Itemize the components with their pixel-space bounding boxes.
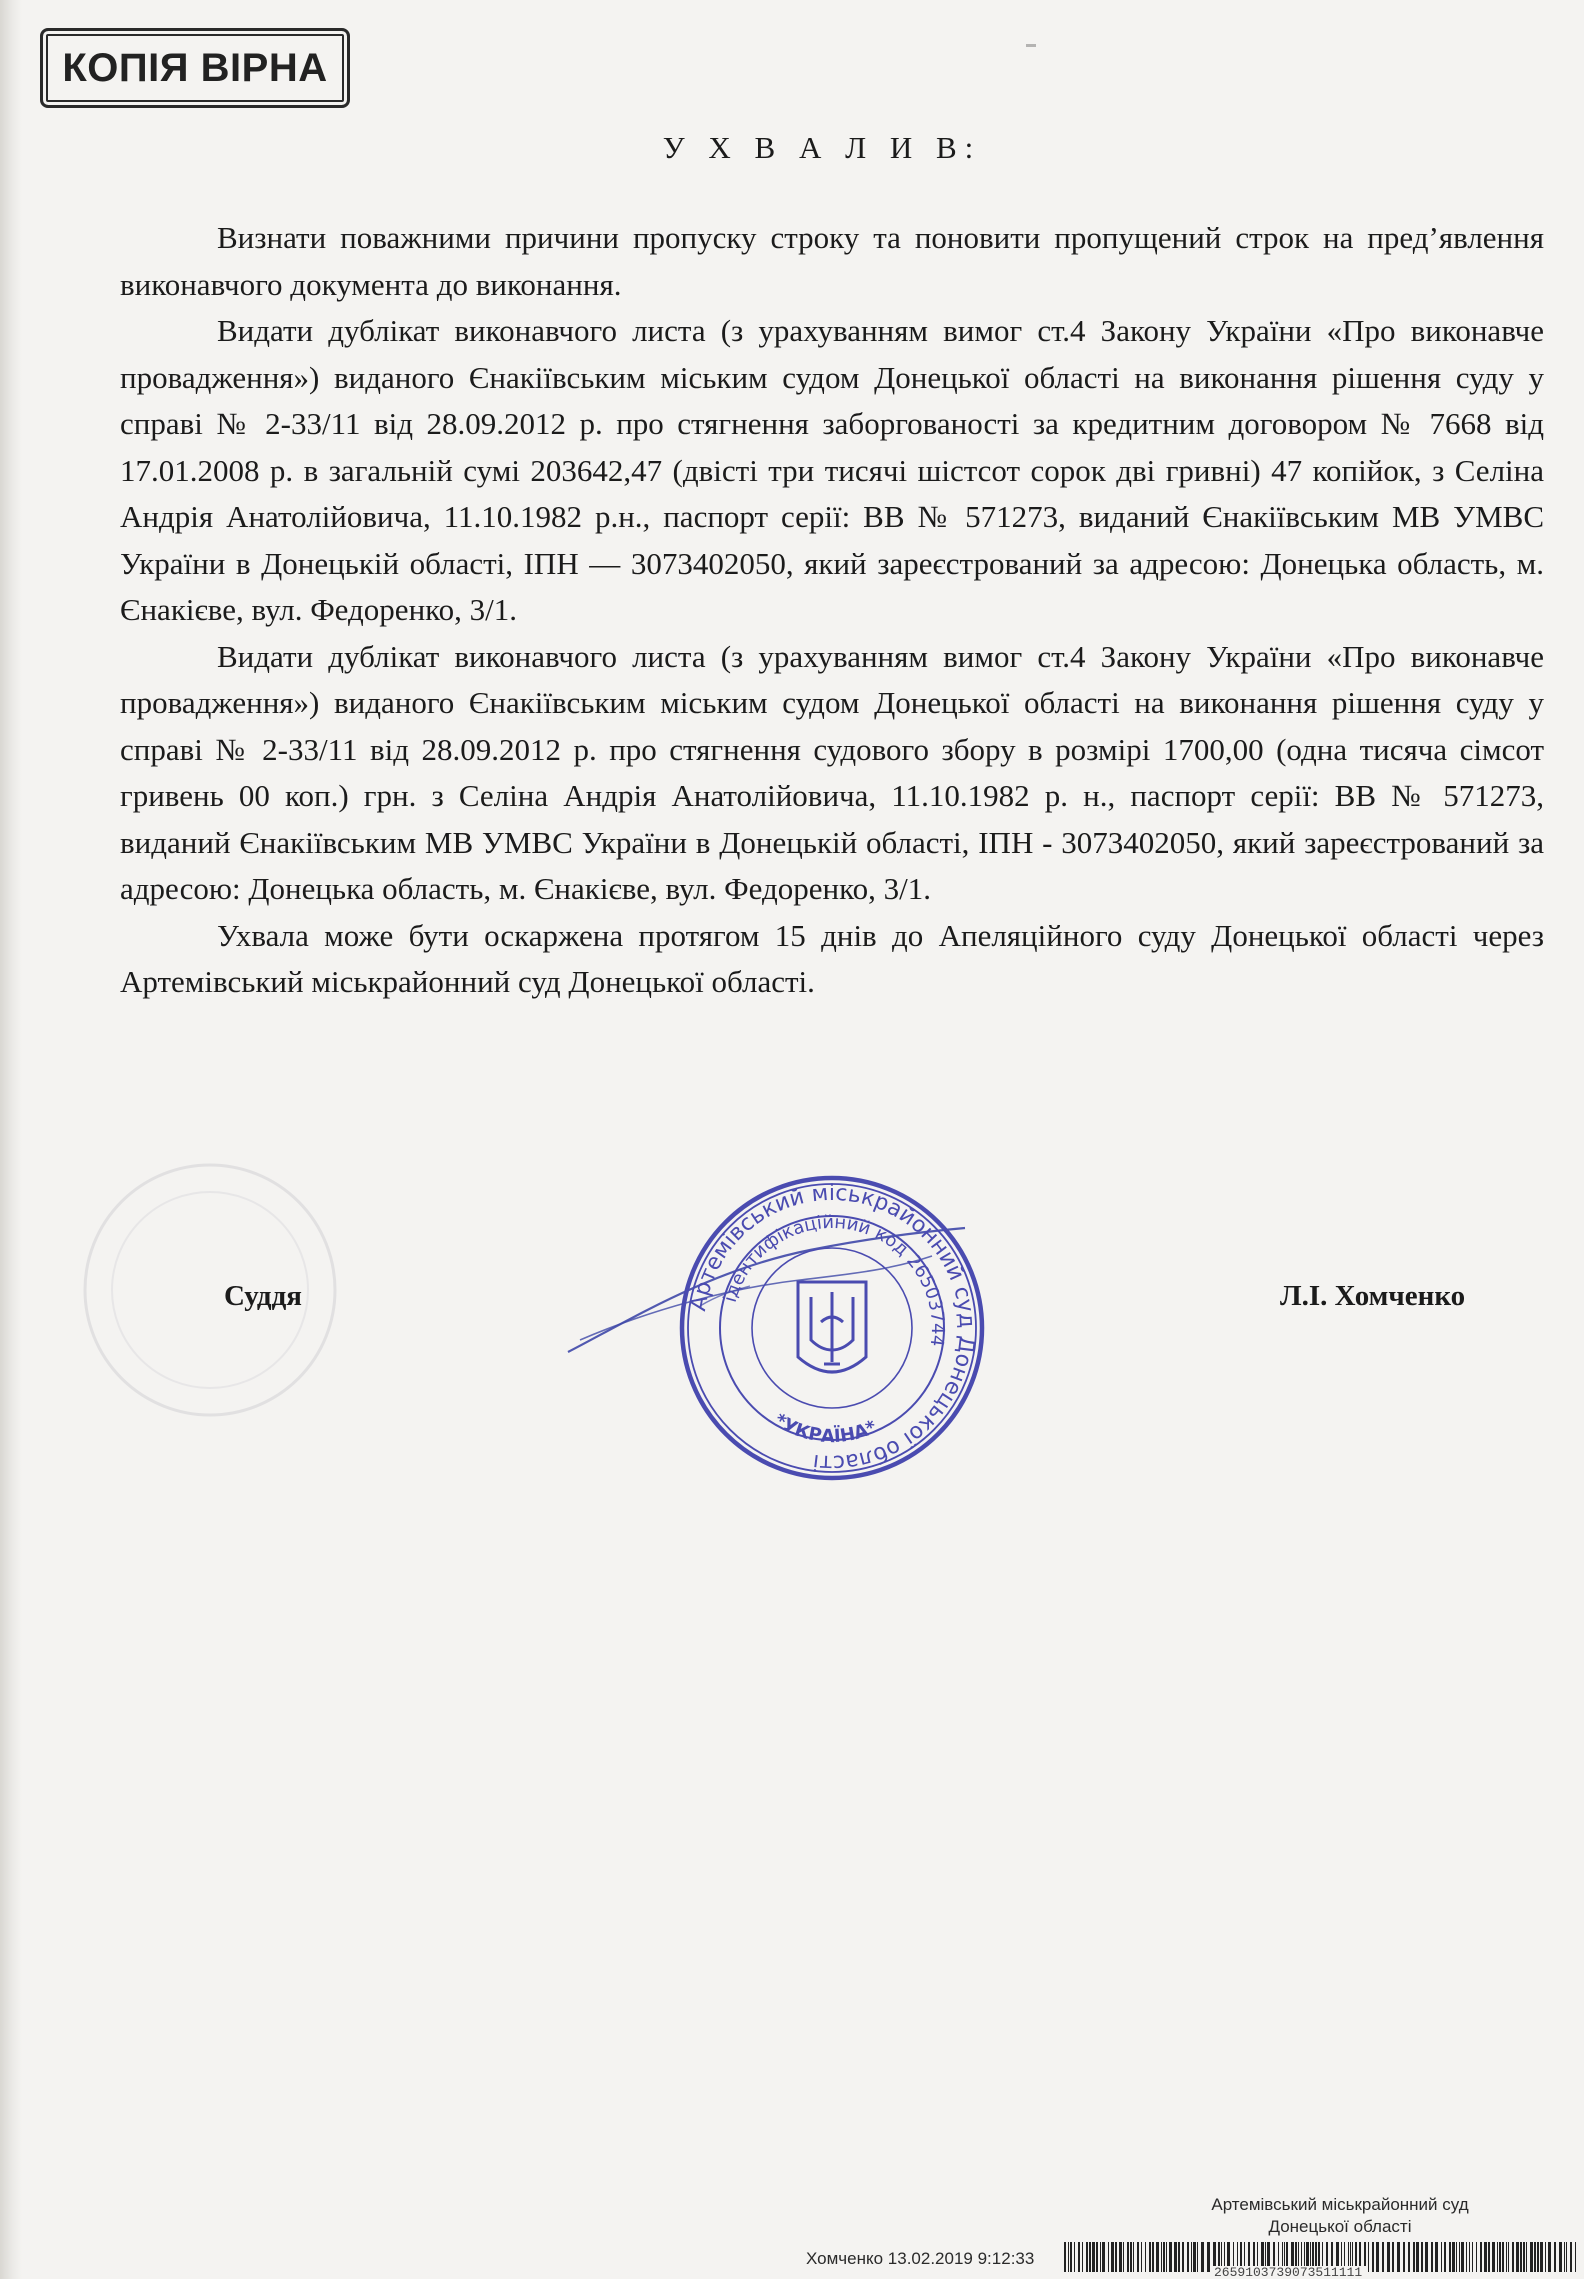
barcode-bar [1441,2242,1442,2272]
barcode-bar [1526,2242,1527,2272]
barcode-bar [1512,2242,1514,2272]
barcode-bar [1130,2242,1132,2272]
barcode-bar [1459,2242,1460,2272]
barcode-bar [1108,2242,1109,2272]
barcode-digits: 2659103739073511111 [1210,2266,1366,2278]
barcode-bar [1163,2242,1165,2272]
barcode-bar [1064,2242,1066,2272]
barcode-bar [1484,2242,1487,2272]
barcode-bar [1137,2242,1139,2272]
ghost-seal-imprint [70,1150,350,1430]
barcode-bar [1123,2242,1124,2272]
barcode-bar [1115,2242,1117,2272]
footer-court-name [1100,2194,1580,2238]
barcode-bar [1559,2242,1562,2272]
barcode-bar [1488,2242,1490,2272]
copy-certified-stamp: КОПІЯ ВІРНА [40,28,350,108]
barcode-bar [1089,2242,1091,2272]
barcode-bar [1082,2242,1083,2272]
barcode-bar [1119,2242,1122,2272]
barcode-bar [1111,2242,1114,2272]
scan-mark [1026,44,1036,47]
barcode-bar [1133,2242,1134,2272]
barcode-bar [1435,2242,1438,2272]
barcode-bar [1166,2242,1167,2272]
barcode-bar [1575,2242,1576,2272]
barcode-bar [1074,2242,1075,2272]
barcode-bar [1564,2242,1565,2272]
barcode-bar [1548,2242,1551,2272]
paragraph-duplicate-court-fee: Видати дублікат виконавчого листа (з урахуванням вимог ст.4 Закону України «Про виконавче провадження») виданого Єнакіївським міським судом Донецької області на виконання рішення суду у справі № 2-33/11 від 28.09.2012 р. про стягнення судового збору в розмірі 1700,00 (одна тисяча сімсот гривень 00 коп.) грн. з Селіна Андрія Анатолійовича, 11.10.1982 р. н., паспорт серії: ВВ № 571273, виданий Єнакіївським МВ УМВС України в Донецькій області, ІПН - 3073402050, який зареєстрований за адресою: Донецька область, м. Єнакієве, вул. Федоренко, 3/1. [120,638,1544,906]
judge-name: Л.І. Хомченко [1280,1280,1466,1312]
barcode-bar [1100,2242,1101,2272]
barcode-bar [1508,2242,1509,2272]
paragraph-duplicate-debt: Видати дублікат виконавчого листа (з урахуванням вимог ст.4 Закону України «Про виконавче провадження») виданого Єнакіївським міським судом Донецької області на виконання рішення суду у справі № 2-33/11 від 28.09.2012 р. про стягнення заборгованості за кредитним договором № 7668 від 17.01.2008 р. в загальній сумі 203642,47 (двісті три тисячі шістсот сорок дві гривні) 47 копійок, з Селіна Андрія Анатолійовича, 11.10.1982 р.н., паспорт серії: ВВ № 571273, виданий Єнакіївським МВ УМВС України в Донецькій області, ІПН — 3073402050, який зареєстрований за адресою: Донецька область, м. Єнакієве, вул. Федоренко, 3/1. [120,313,1544,627]
barcode-bar [1506,2242,1507,2272]
ruling-body [120,215,1544,1006]
footer-user-timestamp: Хомченко 13.02.2019 9:12:33 [806,2249,1035,2268]
barcode-bar [1092,2242,1095,2272]
barcode-bar [1182,2242,1184,2272]
barcode-bar [1372,2242,1374,2272]
footer-court-line-1: Артемівський міськрайонний суд [1211,2195,1469,2214]
barcode-bar [1382,2242,1384,2272]
barcode-bar [1449,2242,1451,2272]
barcode-bar [1431,2242,1433,2272]
barcode-bar [1545,2242,1546,2272]
barcode-bar [1466,2242,1467,2272]
barcode-bar [1421,2242,1423,2272]
barcode-bar [1070,2242,1072,2272]
barcode-bar [1425,2242,1428,2272]
barcode-bar [1444,2242,1446,2272]
barcode-bar [1201,2242,1204,2272]
barcode-bar [1516,2242,1519,2272]
paragraph-restore-term: Визнати поважними причини пропуску строку та поновити пропущений строк на пред’явлення виконавчого документа до виконання. [120,220,1544,302]
barcode-bar [1530,2242,1533,2272]
barcode-bar [1397,2242,1400,2272]
barcode-bar [1169,2242,1172,2272]
barcode-bar [1191,2242,1192,2272]
paragraph-appeal: Ухвала може бути оскаржена протягом 15 днів до Апеляційного суду Донецької області через Артемівський міськрайонний суд Донецької області. [120,917,1544,999]
barcode-bar [1476,2242,1477,2272]
barcode-bar [1480,2242,1482,2272]
page-edge [0,0,22,2279]
barcode-bar [1156,2242,1159,2272]
barcode-bar [1523,2242,1525,2272]
coat-of-arms-icon [798,1282,866,1372]
barcode-bar [1086,2242,1088,2272]
barcode-bar [1502,2242,1504,2272]
barcode-bar [1499,2242,1501,2272]
barcode-bar [1127,2242,1129,2272]
barcode-bar [1416,2242,1419,2272]
barcode-bar [1534,2242,1536,2272]
barcode-bar [1570,2242,1572,2272]
ruling-heading: У Х В А Л И В: [662,130,982,165]
seal-outer-text: Артемівський міськрайонний суд Донецької області [686,1180,980,1476]
judge-role-label: Суддя [224,1280,302,1312]
barcode-bar [1554,2242,1556,2272]
barcode-bar [1497,2242,1498,2272]
barcode-bar [1452,2242,1455,2272]
barcode-bar [1197,2242,1198,2272]
barcode-bar [1461,2242,1464,2272]
barcode-bar [1387,2242,1390,2272]
court-official-seal [676,1172,988,1484]
barcode-bar [1145,2242,1146,2272]
seal-bottom-text: *УКРАЇНА* [770,1409,880,1448]
barcode-bar [1102,2242,1105,2272]
barcode-bar [1178,2242,1180,2272]
seal-inner-text: ідентифікаційний код 26503744 [719,1211,949,1348]
barcode-bar [1174,2242,1177,2272]
barcode-bar [1392,2242,1394,2272]
barcode-bar [1376,2242,1379,2272]
footer-court-line-2: Донецької області [1268,2217,1412,2236]
barcode-bar [1068,2242,1069,2272]
barcode-bar [1540,2242,1543,2272]
barcode-bar [1187,2242,1189,2272]
barcode-bar [1520,2242,1522,2272]
barcode-bar [1413,2242,1415,2272]
barcode-bar [1368,2242,1369,2272]
barcode-bar [1193,2242,1196,2272]
barcode-bar [1141,2242,1142,2272]
barcode-bar [1566,2242,1567,2272]
barcode-bar [1403,2242,1405,2272]
barcode-bar [1096,2242,1098,2272]
barcode-bar [1149,2242,1151,2272]
barcode-bar [1408,2242,1410,2272]
barcode-bar [1078,2242,1080,2272]
barcode-bar [1161,2242,1162,2272]
barcode-bar [1469,2242,1470,2272]
barcode-bar [1537,2242,1539,2272]
barcode-bar [1492,2242,1495,2272]
barcode-bar [1152,2242,1154,2272]
barcode-bar [1472,2242,1473,2272]
barcode-bar [1456,2242,1457,2272]
